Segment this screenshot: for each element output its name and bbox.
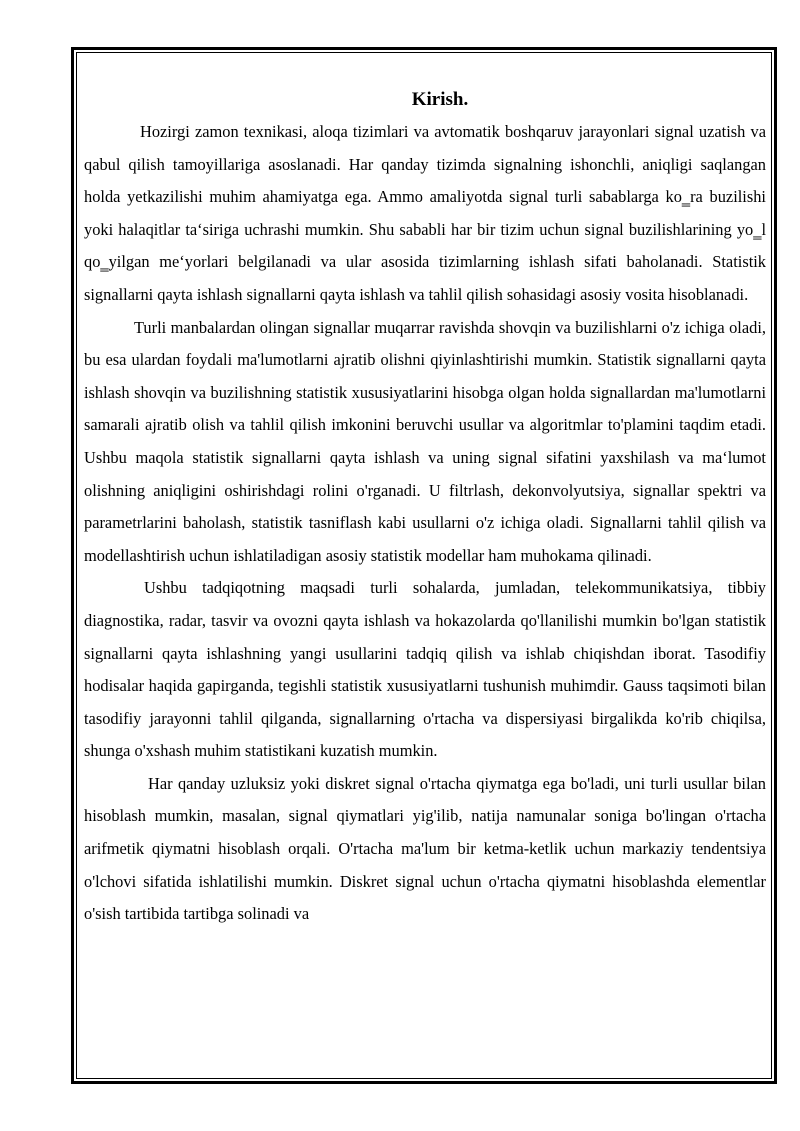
paragraph-1: Hozirgi zamon texnikasi, aloqa tizimlari va avtomatik boshqaruv jarayonlari signal uzatish va qabul qilish tamoyillariga asoslanadi. Har qanday tizimda signalning ishonchli, aniqligi saqlangan holda yetkazilishi muhim ahamiyatga ega. Ammo amaliyotda signal turli sabablarga ko‗ra buzilishi yoki halaqitlar ta‘siriga uchrashi mumkin. Shu sababli har bir tizim uchun signal buzilishlarining yo‗l qo‗yilgan me‘yorlari belgilanadi va ular asosida tizimlarning ishlash sifati baholanadi. Statistik signallarni qayta ishlash signallarni qayta ishlash va tahlil qilish sohasidagi asosiy vosita hisoblanadi. [84, 122, 766, 304]
paragraph-3: Ushbu tadqiqotning maqsadi turli sohalarda, jumladan, telekommunikatsiya, tibbiy diagnostika, radar, tasvir va ovozni qayta ishlash va hokazolarda qo'llanilishi mumkin bo'lgan statistik signallarni qayta ishlashning yangi usullarini tadqiq qilish va ishlab chiqishdan iborat. Tasodifiy hodisalar haqida gapirganda, tegishli statistik xususiyatlarni tushunish muhimdir. Gauss taqsimoti bilan tasodifiy jarayonni tahlil qilganda, signallarning o'rtacha va dispersiyasi birgalikda ko'rib chiqilsa, shunga o'xshash muhim statistikani kuzatish mumkin. [84, 578, 766, 761]
paragraph-2: Turli manbalardan olingan signallar muqarrar ravishda shovqin va buzilishlarni o'z ichiga oladi, bu esa ulardan foydali ma'lumotlarni ajratib olishni qiyinlashtirishi mumkin. Statistik signallarni qayta ishlash shovqin va buzilishning statistik xususiyatlarini hisobga olgan holda signallardan ma'lumotlarni samarali ajratib olish va tahlil qilish imkonini beruvchi usullar va algoritmlar to'plamini taqdim etadi. Ushbu maqola statistik signallarni qayta ishlash va uning signal sifatini yaxshilash va ma‘lumot olishning aniqligini oshirishdagi rolini o'rganadi. U filtrlash, dekonvolyutsiya, signallar spektri va parametrlarini baholash, statistik tasniflash kabi usullarni o'z ichiga oladi. Signallarni tahlil qilish va modellashtirish uchun ishlatiladigan asosiy statistik modellar ham muhokama qilinadi. [84, 317, 766, 565]
document-body [84, 86, 766, 931]
paragraph-4: Har qanday uzluksiz yoki diskret signal o'rtacha qiymatga ega bo'ladi, uni turli usullar bilan hisoblash mumkin, masalan, signal qiymatlari yig'ilib, natija namunalar soniga bo'lingan o'rtacha arifmetik qiymatni hisoblash orqali. O'rtacha ma'lum bir ketma-ketlik uchun markaziy tendentsiya o'lchovi sifatida ishlatilishi mumkin. Diskret signal uchun o'rtacha qiymatni hisoblashda elementlar o'sish tartibida tartibga solinadi va [84, 773, 766, 924]
document-title: Kirish. [411, 89, 469, 110]
